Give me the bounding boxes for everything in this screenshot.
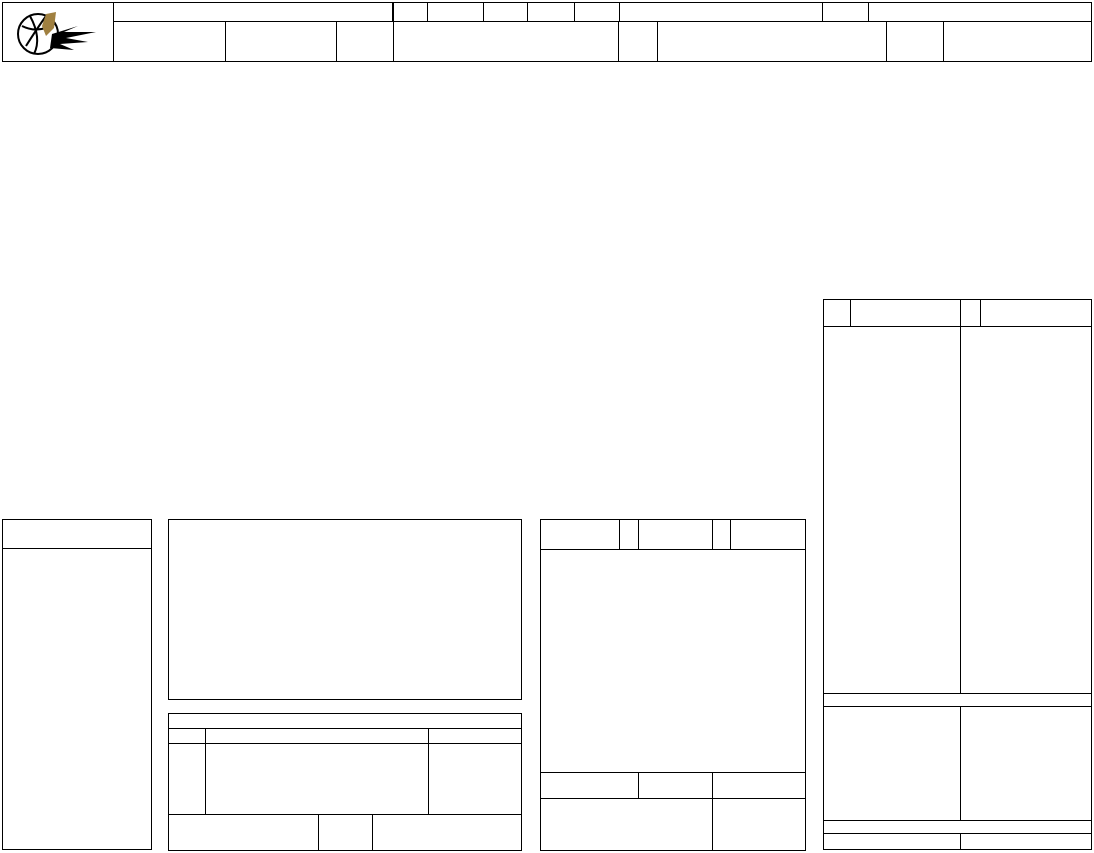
sanctions-box [2,519,152,850]
date-value-box [427,2,484,22]
duty-box [943,21,1092,62]
results-box [540,519,806,851]
header-court-box [225,21,337,62]
header-competition-box [113,2,393,22]
aorb-right-box [886,21,944,62]
volleyball-logo-icon [16,8,102,58]
vs-box [618,21,658,62]
grade-value-box [619,2,823,22]
team-a-box [393,21,619,62]
time-label-box [483,2,528,22]
team-b-box [657,21,887,62]
header-venue-box [113,21,226,62]
officials-box [823,693,1092,850]
time-value-box [527,2,575,22]
section-label-box [822,2,869,22]
date-label-box [393,2,428,22]
remarks-box [168,519,522,700]
approval-box [168,713,522,851]
grade-label-box [574,2,620,22]
header-aorb-box [336,21,394,62]
roster-box [823,299,1092,694]
section-value-box [868,2,1092,22]
